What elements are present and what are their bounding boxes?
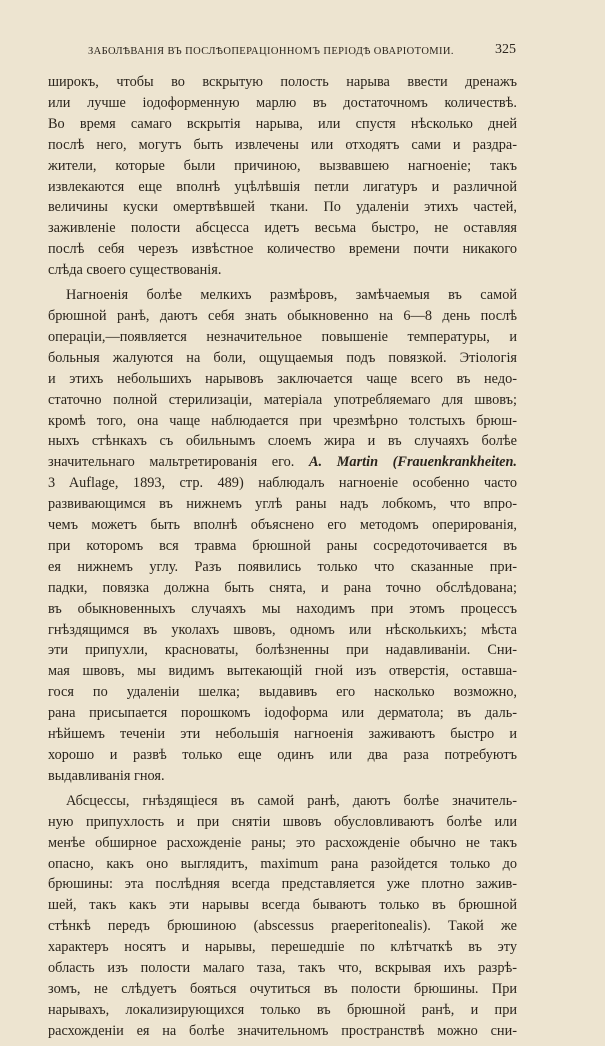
text-line: мая швовъ, мы видимъ вытекающій гной изъ отверстія, оставша- <box>48 663 517 680</box>
text-line: ныхъ стѣнкахъ съ обильнымъ слоемъ жира и въ случаяхъ болѣе <box>48 433 517 450</box>
text-line: зомъ, не слѣдуетъ бояться очутиться въ полости брюшины. При <box>48 980 517 997</box>
text-line: чемъ можетъ быть вполнѣ объяснено его методомъ оперированія, <box>48 517 517 534</box>
text-line: нѣйшемъ теченіи эти небольшія нагноенія заживаютъ быстро и <box>48 726 517 743</box>
text-line: расхожденіи ея на болѣе значительномъ пространствѣ можно сни- <box>48 1022 517 1039</box>
paragraph-1 <box>48 72 517 281</box>
text-line: гнѣздящимся въ уколахъ швовъ, одномъ или нѣсколькихъ; мѣста <box>48 621 517 638</box>
paragraph-2 <box>48 285 517 787</box>
text-line: менѣе обширное расхожденіе раны; это расхожденіе обычно не такъ <box>48 834 517 851</box>
text-line: Абсцессы, гнѣздящіеся въ самой ранѣ, даютъ болѣе значитель- <box>66 792 517 809</box>
text-line: брюшины: эта послѣдняя всегда представляется уже плотно зажив- <box>48 876 517 893</box>
text-line: ную припухлость и при снятіи швовъ обусловливаютъ болѣе или <box>48 813 517 830</box>
text-line: гося по удаленіи шелка; выдавивъ его насколько возможно, <box>48 684 517 701</box>
text-line: эти припухли, красноваты, болѣзненны при надавливаніи. Сни- <box>48 642 517 659</box>
text-line: развивающимся въ нижнемъ углѣ раны надъ лобкомъ, что впро- <box>48 496 517 513</box>
text-line: брюшной ранѣ, даютъ себя знать обыкновенно на 6—8 день послѣ <box>48 307 517 324</box>
text-line: въ обыкновенныхъ случаяхъ мы находимъ при этомъ процессъ <box>48 600 517 617</box>
text-line: и этихъ небольшихъ нарывовъ заключается чаще всего въ недо- <box>48 370 517 387</box>
text-line-with-citation <box>48 452 517 473</box>
text-line: Во время самаго вскрытія нарыва, или спустя нѣсколько дней <box>48 115 517 132</box>
text-line: послѣ него, могутъ быть извлечены или отходятъ сами и раздра- <box>48 136 517 153</box>
text-line: шей, такъ какъ эти нарывы всегда бываютъ только въ брюшной <box>48 897 517 914</box>
text-line: статочно полной стерилизаціи, матеріала употребляемаго для швовъ; <box>48 391 517 408</box>
text-line: опасно, какъ оно выглядитъ, maximum рана разойдется только до <box>48 855 517 872</box>
text-line: ея нижнемъ углу. Разъ появились только что сказанные при- <box>48 558 517 575</box>
line-text: значительнаго мальтретированія его. <box>48 454 295 471</box>
text-line: Нагноенія болѣе мелкихъ размѣровъ, замѣчаемыя въ самой <box>66 287 517 304</box>
text-line: выдавливанія гноя. <box>48 767 165 784</box>
text-line: заживленіе полости абсцесса идетъ весьма быстро, не оставляя <box>48 220 517 237</box>
text-line: жители, которые были причиною, вызвавшею нагноеніе; такъ <box>48 157 517 174</box>
text-line: нарывахъ, локализирующихся только въ брюшной ранѣ, и при <box>48 1001 517 1018</box>
page-body <box>48 72 517 1046</box>
text-line: стѣнкѣ передъ брюшиною (abscessus praeperitonealis). Такой же <box>48 918 517 935</box>
citation-author-title: A. Martin (Frauenkrankheiten. <box>309 454 517 471</box>
text-line: больныя жалуются на боли, ощущаемыя подъ повязкой. Этіологія <box>48 349 517 366</box>
text-line: или лучше іодоформенную марлю въ достаточномъ количествѣ. <box>48 94 517 111</box>
text-line: падки, повязка должна быть снята, и рана точно обслѣдована; <box>48 579 517 596</box>
text-line: широкъ, чтобы во вскрытую полость нарыва ввести дренажъ <box>48 74 517 90</box>
text-line: кромѣ того, она чаще наблюдается при чрезмѣрно толстыхъ брюш- <box>48 412 517 429</box>
page-number: 325 <box>495 42 516 57</box>
text-line: величины куски омертвѣвшей ткани. По удаленіи этихъ частей, <box>48 199 517 216</box>
text-line: операціи,—появляется незначительное повышеніе температуры, и <box>48 328 517 345</box>
text-line: извлекаются еще вполнѣ уцѣлѣвшія петли лигатуръ и различной <box>48 178 517 195</box>
text-line: 3 Auflage, 1893, стр. 489) наблюдалъ нагноеніе особенно часто <box>48 475 517 492</box>
text-line: при которомъ вся травма брюшной раны сосредоточивается въ <box>48 537 517 554</box>
text-line: слѣда своего существованія. <box>48 262 222 279</box>
running-title: ЗАБОЛѢВАНІЯ ВЪ ПОСЛѢОПЕРАЦІОННОМЪ ПЕРІОДѢ ОВАРІОТОМІИ. <box>88 46 454 57</box>
text-line: область изъ полости малаго таза, такъ что, вскрывая ихъ разрѣ- <box>48 960 517 977</box>
page-header <box>88 42 516 64</box>
text-line: рана присыпается порошкомъ іодоформа или дерматола; въ даль- <box>48 705 517 722</box>
paragraph-3 <box>48 791 517 1042</box>
text-line: хорошо и развѣ только еще одинъ или два раза потребуютъ <box>48 747 517 763</box>
text-line: характеръ носятъ и нарывы, перешедшіе по клѣтчаткѣ въ эту <box>48 939 517 956</box>
text-line: послѣ себя черезъ извѣстное количество времени почти никакого <box>48 241 517 258</box>
